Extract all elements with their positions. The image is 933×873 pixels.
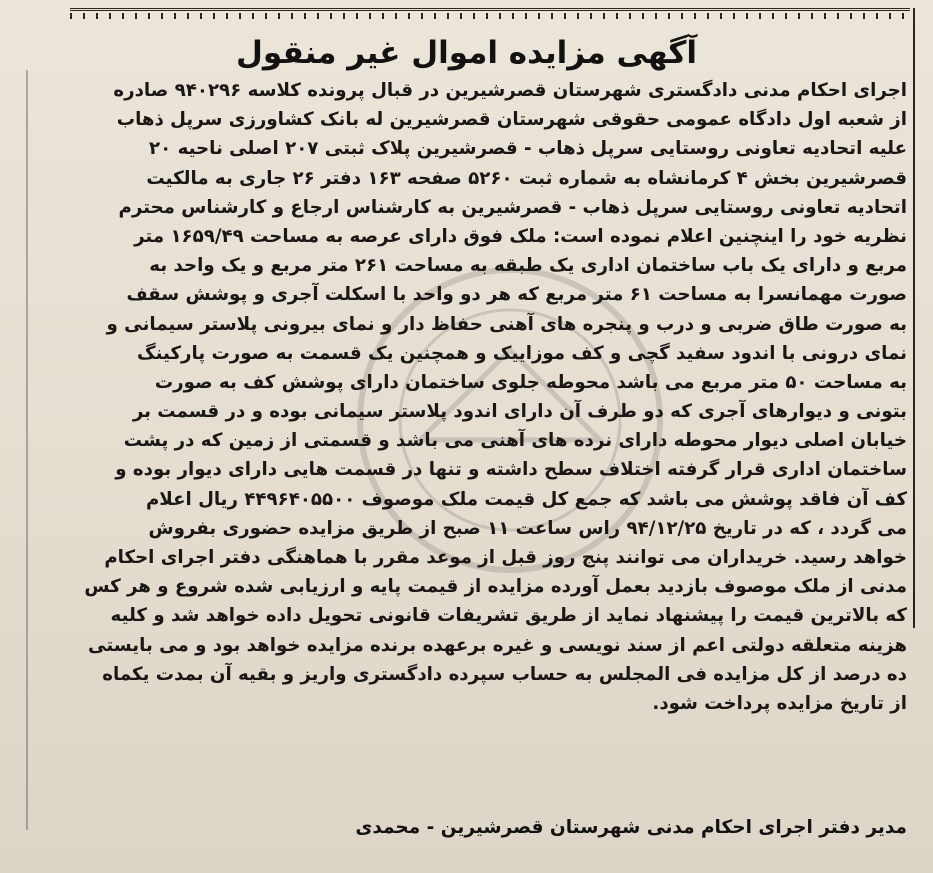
body-line: از شعبه اول دادگاه عمومی حقوقی شهرستان قصرشیرین له بانک کشاورزی سرپل ذهاب bbox=[116, 109, 907, 131]
top-decorative-border bbox=[70, 8, 910, 23]
body-line: می گردد ، که در تاریخ ۹۴/۱۲/۲۵ راس ساعت ۱۱ صبح از طریق مزایده حضوری بفروش bbox=[148, 517, 907, 539]
body-line: که بالاترین قیمت را پیشنهاد نماید از طریق تشریفات قانونی تحویل داده خواهد شد و کلیه bbox=[110, 605, 907, 627]
body-line: خیابان اصلی دیوار محوطه دارای نرده های آهنی می باشد و قسمتی از زمین که در پشت bbox=[123, 430, 907, 452]
body-line: اجرای احکام مدنی دادگستری شهرستان قصرشیرین در قبال پرونده کلاسه ۹۴۰۲۹۶ صادره bbox=[113, 80, 907, 101]
body-line: علیه اتحادیه تعاونی روستایی سرپل ذهاب - قصرشیرین پلاک ثبتی ۲۰۷ اصلی ناحیه ۲۰ bbox=[149, 138, 907, 160]
body-line: مدنی از ملک موصوف بازدید بعمل آورده مزایده از قیمت پایه و ارزیابی شده شروع و هر کس bbox=[84, 576, 907, 598]
body-line: قصرشیرین بخش ۴ کرمانشاه به شماره ثبت ۵۲۶۰ صفحه ۱۶۳ دفتر ۲۶ جاری به مالکیت bbox=[146, 167, 907, 189]
body-line: کف آن فاقد پوشش می باشد که جمع کل قیمت ملک موصوف ۴۴۹۶۴۰۵۵۰۰ ریال اعلام bbox=[145, 488, 907, 510]
left-border-rule bbox=[26, 70, 28, 830]
body-line: اتحادیه تعاونی روستایی سرپل ذهاب - قصرشیرین به کارشناس ارجاع و کارشناس محترم bbox=[118, 196, 907, 218]
body-line: ده درصد از کل مزایده فی المجلس به حساب سپرده دادگستری واریز و بقیه آن بمدت یکماه bbox=[102, 663, 907, 685]
signature-line: مدیر دفتر اجرای احکام مدنی شهرستان قصرشیرین - محمدی bbox=[355, 817, 907, 838]
body-line: خواهد رسید. خریداران می توانند پنج روز قبل از موعد مقرر با هماهنگی دفتر اجرای احکام bbox=[104, 547, 907, 568]
body-line: هزینه متعلقه دولتی اعم از سند نویسی و غیره برعهده برنده مزایده خواهد بود و می بایستی bbox=[87, 634, 907, 656]
body-line: به مساحت ۵۰ متر مربع می باشد محوطه جلوی ساختمان دارای پوشش کف به صورت bbox=[154, 371, 907, 393]
body-line: مربع و دارای یک باب ساختمان اداری یک طبقه به مساحت ۲۶۱ متر مربع و یک واحد به bbox=[149, 255, 907, 277]
body-line: ساختمان اداری قرار گرفته اختلاف سطح داشته و تنها در قسمت هایی دارای دیوار بوده و bbox=[115, 459, 907, 481]
body-line: نظریه خود را اینچنین اعلام نموده است: ملک فوق دارای عرصه به مساحت ۱۶۵۹/۴۹ متر bbox=[134, 225, 907, 247]
right-border-rule bbox=[913, 8, 915, 628]
notice-title: آگهی مزایده اموال غیر منقول bbox=[236, 35, 697, 71]
notice-body bbox=[30, 76, 907, 718]
body-line: نمای درونی با اندود سفید گچی و کف موزاییک و همچنین یک قسمت به صورت پارکینگ bbox=[137, 342, 907, 364]
body-line: به صورت طاق ضربی و درب و پنجره های آهنی حفاظ دار و نمای بیرونی پلاستر سیمانی و bbox=[106, 313, 907, 335]
body-line: از تاریخ مزایده پرداخت شود. bbox=[652, 692, 907, 714]
body-line: بتونی و دیوارهای آجری که دو طرف آن دارای اندود پلاستر سیمانی بوده و در قسمت بر bbox=[132, 401, 907, 423]
body-line: صورت مهمانسرا به مساحت ۶۱ متر مربع که هر دو واحد با اسکلت آجری و پوشش سقف bbox=[126, 284, 907, 306]
